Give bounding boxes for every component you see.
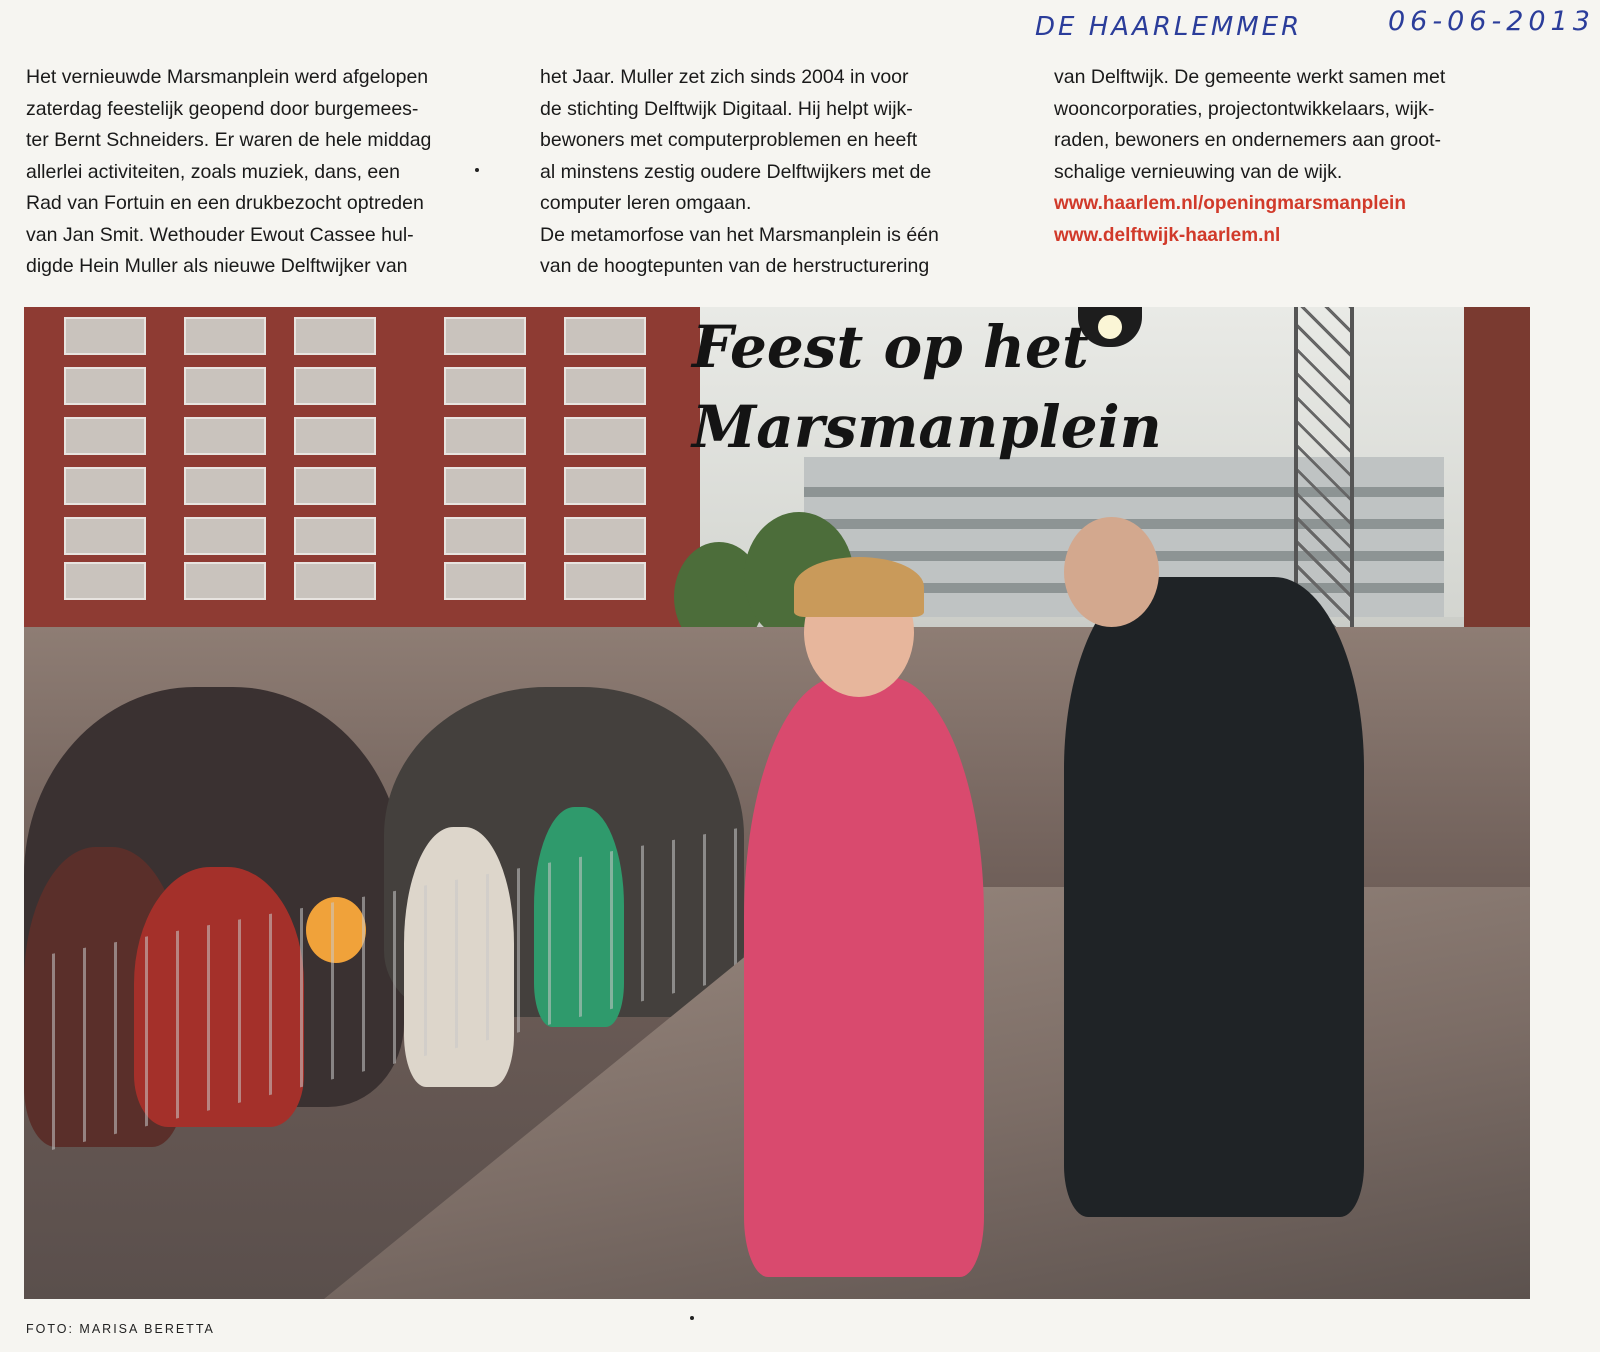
- building-window: [294, 517, 376, 555]
- building-window: [294, 417, 376, 455]
- headline: [692, 307, 1162, 467]
- photo-credit: FOTO: MARISA BERETTA: [26, 1322, 215, 1336]
- building-window: [184, 317, 266, 355]
- headline-line-2: Marsmanplein: [692, 393, 1162, 461]
- text-line: computer leren omgaan.: [540, 192, 752, 214]
- building-window: [184, 367, 266, 405]
- building-window: [294, 367, 376, 405]
- building-window: [444, 562, 526, 600]
- text-line: raden, bewoners en ondernemers aan groot-: [1054, 129, 1441, 151]
- building-window: [64, 517, 146, 555]
- building-window: [184, 417, 266, 455]
- handwritten-publication: DE HAARLEMMER: [1035, 12, 1303, 42]
- building-window: [294, 562, 376, 600]
- building-window: [64, 467, 146, 505]
- text-line: ter Bernt Schneiders. Er waren de hele middag: [26, 129, 432, 151]
- text-line: zaterdag feestelijk geopend door burgemees-: [26, 97, 419, 120]
- link-delftwijk-haarlem[interactable]: www.delftwijk-haarlem.nl: [1054, 224, 1281, 246]
- building-window: [564, 417, 646, 455]
- headline-line-1: Feest op het: [692, 313, 1089, 381]
- text-line: schalige vernieuwing van de wijk.: [1054, 160, 1343, 183]
- text-line: digde Hein Muller als nieuwe Delftwijker van: [26, 255, 408, 277]
- link-opening-marsmanplein[interactable]: www.haarlem.nl/openingmarsmanplein: [1054, 193, 1406, 214]
- building-window: [564, 317, 646, 355]
- building-window: [444, 517, 526, 555]
- article-column-3: [1054, 62, 1574, 251]
- text-line: van Jan Smit. Wethouder Ewout Cassee hul-: [26, 223, 414, 246]
- text-line: Rad van Fortuin en een drukbezocht optreden: [26, 192, 424, 214]
- building-window: [444, 467, 526, 505]
- man-head: [1064, 517, 1159, 627]
- building-window: [564, 467, 646, 505]
- event-photo: [24, 307, 1530, 1299]
- building-window: [444, 417, 526, 455]
- girl-in-pink: [744, 677, 984, 1277]
- building-window: [184, 467, 266, 505]
- girl-hair: [794, 557, 924, 617]
- print-speck: [690, 1316, 694, 1320]
- text-line: allerlei activiteiten, zoals muziek, dans, een: [26, 160, 400, 183]
- text-line: De metamorfose van het Marsmanplein is één: [540, 223, 939, 246]
- text-line: het Jaar. Muller zet zich sinds 2004 in voor: [540, 66, 909, 88]
- handwritten-date: 06-06-2013: [1388, 6, 1595, 37]
- building-window: [184, 562, 266, 600]
- text-line: bewoners met computerproblemen en heeft: [540, 129, 918, 151]
- article-column-1: [26, 62, 526, 283]
- building-window: [64, 417, 146, 455]
- building-window: [444, 317, 526, 355]
- building-window: [64, 562, 146, 600]
- print-speck: [475, 168, 479, 172]
- building-window: [564, 367, 646, 405]
- text-line: van Delftwijk. De gemeente werkt samen met: [1054, 66, 1446, 88]
- brick-apartment-building: [24, 307, 700, 652]
- man-with-microphone: [1064, 577, 1364, 1217]
- building-window: [294, 317, 376, 355]
- text-line: van de hoogtepunten van de herstructurering: [540, 255, 930, 277]
- building-window: [564, 517, 646, 555]
- text-line: al minstens zestig oudere Delftwijkers met de: [540, 160, 932, 183]
- building-window: [444, 367, 526, 405]
- building-window: [184, 517, 266, 555]
- building-window: [564, 562, 646, 600]
- building-window: [64, 367, 146, 405]
- text-line: Het vernieuwde Marsmanplein werd afgelopen: [26, 66, 429, 88]
- building-window: [294, 467, 376, 505]
- article-column-2: [540, 62, 1020, 283]
- text-line: de stichting Delftwijk Digitaal. Hij helpt wijk-: [540, 97, 913, 120]
- building-window: [64, 317, 146, 355]
- text-line: wooncorporaties, projectontwikkelaars, wijk-: [1054, 97, 1435, 120]
